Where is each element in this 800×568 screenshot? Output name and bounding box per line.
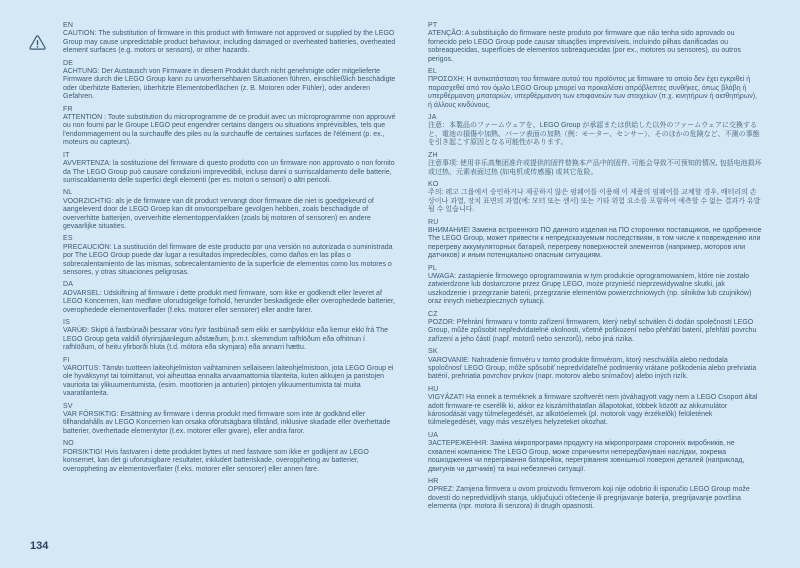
warning-section-sk (428, 348, 762, 382)
warning-section-ko (428, 181, 762, 215)
language-code-label: KO (428, 180, 439, 188)
column-left (63, 22, 397, 478)
warning-text: POZOR: Přehrání firmwaru v tomto zařízení firmwarem, který nebyl schválen či dodán společností LEGO Group, může způsobit nepředvídatelné okolnosti, včetně poškození nebo přehřátí baterií, přehřátí povrchu zařízení a jeho částí (např. motorů nebo senzorů), nebo jiná rizika. (428, 319, 757, 343)
warning-text: ATENÇÃO: A substituição do firmware neste produto por firmware que não tenha sido aprovado ou fornecido pelo LEGO Group pode causar situações imprevisíveis, incluindo pilhas danificadas ou sobreaquecidas, superfícies de elementos sobreaquecidas (por ex., motores ou sensores), ou outros perigos. (428, 30, 741, 63)
warning-text: 注意：本製品のファームウェアを、LEGO Group が承認または供給した以外のファームウェアに交換すると、電池の損傷や加熱、パーツ表面の加熱（例：モーター、センサー）、そのほかの危険など、不測の事態を引き起こす原因となる可能性があります。 (428, 122, 760, 147)
warning-section-zh (428, 152, 762, 177)
warning-text: ВНИМАНИЕ! Замена встроенного ПО данного изделия на ПО сторонних поставщиков, не одобренное The LEGO Group, может привести к непредсказуемым последствиям, в том числе к повреждению или перегреву аккумуляторных батарей, перегреву поверхностей элементов (например, моторов или датчиков) и иным потенциально опасным ситуациям. (428, 226, 762, 260)
language-code-label: ES (63, 235, 73, 243)
page-number: 134 (30, 540, 49, 552)
warning-text: PRECAUCIÓN: La sustitución del firmware de este producto por una versión no autorizada o suministrada por The LEGO Group puede dar lugar a resultados impredecibles, como daños en las pilas o sobrecalentamiento de las mismas, sobrecalentamiento de la superficie de elementos como los motores o sensores, y otras situaciones peligrosas. (63, 243, 393, 276)
warning-text: VAROITUS: Tämän tuotteen laiteohjelmiston vaihtaminen sellaiseen laiteohjelmistoon, jota LEGO Group ei ole hyväksynyt tai toimittanut, voi aiheuttaa ennalta arvaamattomia tilanteita, kuten akkujen ja paristojen vaurioita tai ylikuumentumista, (esim. moottorien ja anturien) pintojen ylikuumentumista tai muita vaaratilanteita. (63, 365, 394, 398)
warning-section-nl (63, 189, 397, 231)
warning-text: ATTENTION : Toute substitution du microprogramme de ce produit avec un microprogramme non approuvé ou non fourni par le Groupe LEGO peut engendrer certains dangers ou situations imprévisibles, tels que l'endommagement ou la surchauffe des piles ou la surchauffe de certaines surfaces de l'élément (p. ex., moteurs ou capteurs). (63, 114, 396, 147)
warning-section-no (63, 440, 397, 474)
warning-section-fi (63, 357, 397, 399)
warning-section-ja (428, 114, 762, 148)
language-code-label: PT (428, 22, 438, 29)
language-code-label: HR (428, 477, 439, 485)
warning-text: VOORZICHTIG: als je de firmware van dit product vervangt door firmware die niet is goedgekeurd of aangeleverd door de LEGO Groep kan dit onvoorspelbare gevolgen hebben, zoals beschadigde of oververhitte batterijen, oververhitte elementoppervlakken (zoals bij motoren of sensoren) en andere gevaarlijke situaties. (63, 197, 374, 230)
warning-section-hr (428, 478, 762, 512)
warning-text: OPREZ: Zamjena firmvera u ovom proizvodu firmverom koji nije odobrio ili isporučio LEGO Group može dovesti do nepredvidljivih stanja, uključujući oštećenje ili pregrijavanje baterija, pregrijavanje površina elementa (npr. motora ili senzora) ili drugih opasnosti. (428, 486, 750, 511)
warning-text: VAROVANIE: Nahradenie firmvéru v tomto produkte firmvérom, ktorý neschválila alebo nedodala spoločnosť LEGO Group, môže spôsobiť nepredvídateľné podmienky vrátane poškodenia alebo prehriatia batérií, prehriatia povrchov prvkov (napr. motorov alebo snímačov) alebo iných rizík. (428, 356, 757, 381)
language-code-label: DE (63, 59, 74, 67)
language-code-label: UA (428, 431, 439, 439)
warning-text: ADVARSEL: Udskiftning af firmware i dette produkt med firmware, som ikke er godkendt eller leveret af LEGO Koncernen, kan medføre uforudsigelige forhold, herunder beskadigede eller overophedede batterier, overophedede elementoverflader (f.eks. motorer eller sensorer) eller andre farer. (63, 289, 395, 314)
language-code-label: ZH (428, 151, 438, 159)
warning-text: UWAGA: zastąpienie firmowego oprogramowania w tym produkcie oprogramowaniem, które nie zostało zatwierdzone lub dostarczone przez Grupę LEGO, może przynieść nieprzewidywalne skutki, jak uszkodzenie i przegrzanie baterii, przegrzanie elementów powierzchniowych (np. silników lub czujników) oraz innych niebezpiecznych sytuacji. (428, 272, 752, 306)
warning-text: AVVERTENZA: la sostituzione del firmware di questo prodotto con un firmware non approvato o non fornito da The LEGO Group può causare condizioni imprevedibili, incluso danni o surriscaldamento delle batterie, surriscaldamento delle superfici degli elementi (per es. motori o sensori) o altri pericoli. (63, 160, 395, 184)
warning-section-en (63, 22, 397, 56)
warning-section-hu (428, 386, 762, 428)
warning-text: ACHTUNG: Der Austausch von Firmware in diesem Produkt durch nicht genehmigte oder mitgelieferte Firmware durch die LEGO Group kann zu unvorhersehbaren Situationen führen, einschließlich beschädigte oder überhitzte Batterien, überhitzte Elementoberflächen (z. B. Motoren oder Fühler), oder anderen Gefahren. (63, 68, 396, 101)
language-code-label: DA (63, 281, 74, 289)
column-right (428, 22, 762, 516)
warning-text: ΠΡΟΣΟΧΗ: Η αντικατάσταση του firmware αυτού του προϊόντος με firmware το οποίο δεν έχει εγκριθεί ή παρασχεθεί από τον όμιλο LEGO Group μπορεί να προκαλέσει απρόβλεπτες συνθήκες, όπως βλάβη ή υπερθέρμανση μπαταριών, υπερθέρμανση των επιφανειών των στοιχείων (π.χ. κινητήρων ή αισθητήρων), ή άλλους κινδύνους. (428, 76, 758, 109)
language-code-label: SK (428, 348, 438, 356)
language-code-label: IT (63, 151, 70, 159)
language-code-label: EL (428, 68, 437, 76)
warning-section-fr (63, 106, 397, 148)
warning-text: VAR FÖRSIKTIG: Ersättning av firmware i denna produkt med firmware som inte är godkänd eller tillhandahålls av LEGO Koncernen kan orsaka oförutsägbara tillstånd, inklusive skadade eller överhettade batterier, överhettade elementytor (t.ex. motorer eller givare), eller andra faror. (63, 411, 391, 435)
warning-text: VIGYÁZAT! Ha ennek a terméknek a firmware szoftverét nem jóváhagyott vagy nem a LEGO Csoport által adott firmware-re cserélik ki, akkor ez kiszámíthatatlan állapotokat, többek között az akkumulátor károsodását vagy túlmelegedését, az alkotóelemek (pl. motorok vagy érzékelők) felületének túlmelegedését, vagy más veszélyes helyzeteket okozhat. (428, 394, 758, 427)
warning-text: FORSIKTIG! Hvis fastvaren i dette produktet byttes ut med fastvare som ikke er godkjent av LEGO konsernet, kan det gi uforutsigbare resultater, inkludert batteriskade, overoppheting av batterier, overoppheting av elementoverflater (f.eks. motorer eller sensorer) eller annen fare. (63, 448, 369, 473)
language-code-label: JA (428, 114, 437, 122)
warning-section-el (428, 68, 762, 110)
warning-section-es (63, 235, 397, 277)
warning-section-pl (428, 265, 762, 307)
warning-section-da (63, 281, 397, 315)
language-code-label: NO (63, 440, 74, 448)
warning-triangle-icon (29, 35, 46, 50)
warning-text: VARÚÐ: Skipti á fastbúnaði þessarar vöru fyrir fastbúnað sem ekki er samþykktur eða kemur ekki frá The LEGO Group geta valdið ófyrirsjáanlegum aðstæðum, þ.m.t. skemmdum rafhlöðum eða ofhitnun í rafhlöðum, of heitu yfirborði hluta (t.d. mótora eða skynjara) eða annarri hættu. (63, 327, 388, 352)
warning-text: 주의: 레고 그룹에서 승인하거나 제공하지 않은 펌웨어를 이용해 이 제품의 펌웨어를 교체할 경우, 배터리의 손상이나 과열, 장치 표면의 과열(예: 모터 또는 센서) 또는 기타 위험 요소를 포함하여 예측할 수 없는 결과가 유발될 수 있습니다. (428, 189, 761, 214)
language-code-label: PL (428, 264, 437, 272)
language-code-label: CZ (428, 310, 438, 318)
language-code-label: NL (63, 189, 73, 197)
language-code-label: FI (63, 356, 70, 364)
language-code-label: IS (63, 319, 71, 326)
warning-section-is (63, 319, 397, 353)
language-code-label: RU (428, 218, 439, 226)
language-code-label: SV (63, 402, 73, 410)
warning-text: ЗАСТЕРЕЖЕННЯ: Заміна мікропрограми продукту на мікропрограми сторонніх виробників, не схвалені компанією The LEGO Group, може спричинити непередбачувані наслідки, зокрема пошкодження чи перегрівання батарейок, перегрівання зовнішньої поверхні деталей (наприклад, двигунів чи датчиків) та інші небезпечні ситуації. (428, 440, 745, 473)
warning-section-de (63, 60, 397, 102)
language-code-label: EN (63, 22, 74, 29)
language-code-label: FR (63, 105, 73, 113)
warning-section-ru (428, 219, 762, 261)
warning-section-pt (428, 22, 762, 64)
warning-text: CAUTION: The substitution of firmware in this product with firmware not approved or supplied by the LEGO Group may cause unpredictable product behaviour, including damaged or overheated batteries, overheated element surfaces (e.g. motors or sensors), or other hazards. (63, 30, 396, 55)
language-code-label: HU (428, 385, 439, 393)
warning-section-sv (63, 403, 397, 437)
warning-section-cz (428, 311, 762, 345)
warning-text: 注意事项: 使用非乐高集团准许或提供的固件替换本产品中的固件, 可能会导致不可预知的情况, 包括电池损坏或过热、元素表面过热 (如电机或传感器) 或其它危险。 (428, 160, 762, 176)
warning-section-ua (428, 432, 762, 474)
warning-section-it (63, 152, 397, 186)
